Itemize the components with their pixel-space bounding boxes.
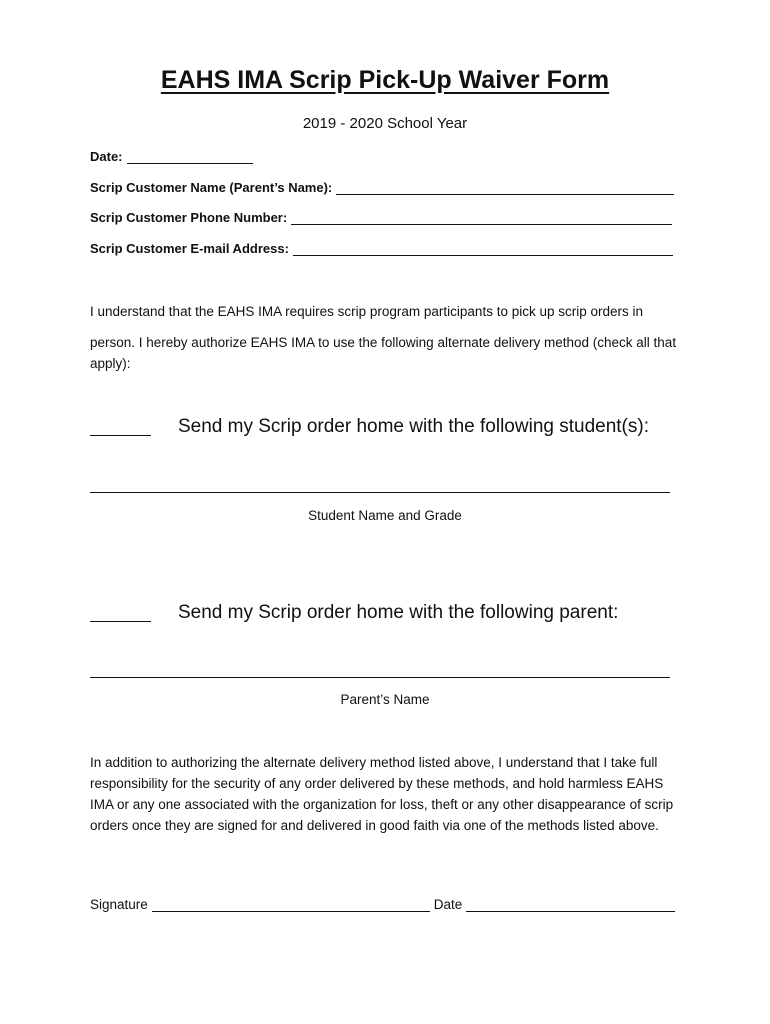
phone-field [90,210,672,225]
signature-date-input-line[interactable] [466,899,675,912]
student-option-checkbox-line[interactable] [90,435,151,436]
email-label: Scrip Customer E-mail Address: [90,241,289,256]
customer-name-label: Scrip Customer Name (Parent’s Name): [90,180,333,195]
responsibility-paragraph: In addition to authorizing the alternate delivery method listed above, I understand that I take full responsibility for the security of any order delivered by these methods, and hold harmless EAHS IMA or any one associated with the organization for loss, theft or any other disappearance of scrip orders once they are signed for and delivered in good faith via one of the methods listed above. [90,755,674,833]
date-field-label: Date: [90,149,123,164]
parent-name-caption: Parent’s Name [340,692,430,707]
intro-paragraph-line2: person. I hereby authorize EAHS IMA to use the following alternate delivery method (check all that apply): [90,335,677,371]
email-field [90,241,673,256]
phone-input-line[interactable] [291,212,672,225]
date-input-line[interactable] [127,151,253,164]
parent-option-checkbox-line[interactable] [90,621,151,622]
intro-paragraph-line1: I understand that the EAHS IMA requires scrip program participants to pick up scrip orders in [90,304,644,319]
signature-row [90,897,675,912]
customer-name-input-line[interactable] [336,182,674,195]
signature-label: Signature [90,897,148,912]
customer-name-field [90,180,674,195]
student-name-input-line[interactable] [90,492,670,493]
signature-date-label: Date [433,897,463,912]
parent-name-input-line[interactable] [90,677,670,678]
student-option-label: Send my Scrip order home with the following student(s): [178,416,649,437]
signature-input-line[interactable] [152,899,430,912]
date-field [90,149,253,164]
parent-option-label: Send my Scrip order home with the following parent: [178,602,619,623]
form-title: EAHS IMA Scrip Pick-Up Waiver Form [160,66,610,94]
phone-label: Scrip Customer Phone Number: [90,210,288,225]
email-input-line[interactable] [293,243,673,256]
student-name-caption: Student Name and Grade [308,508,462,523]
school-year-subtitle: 2019 - 2020 School Year [302,115,468,132]
